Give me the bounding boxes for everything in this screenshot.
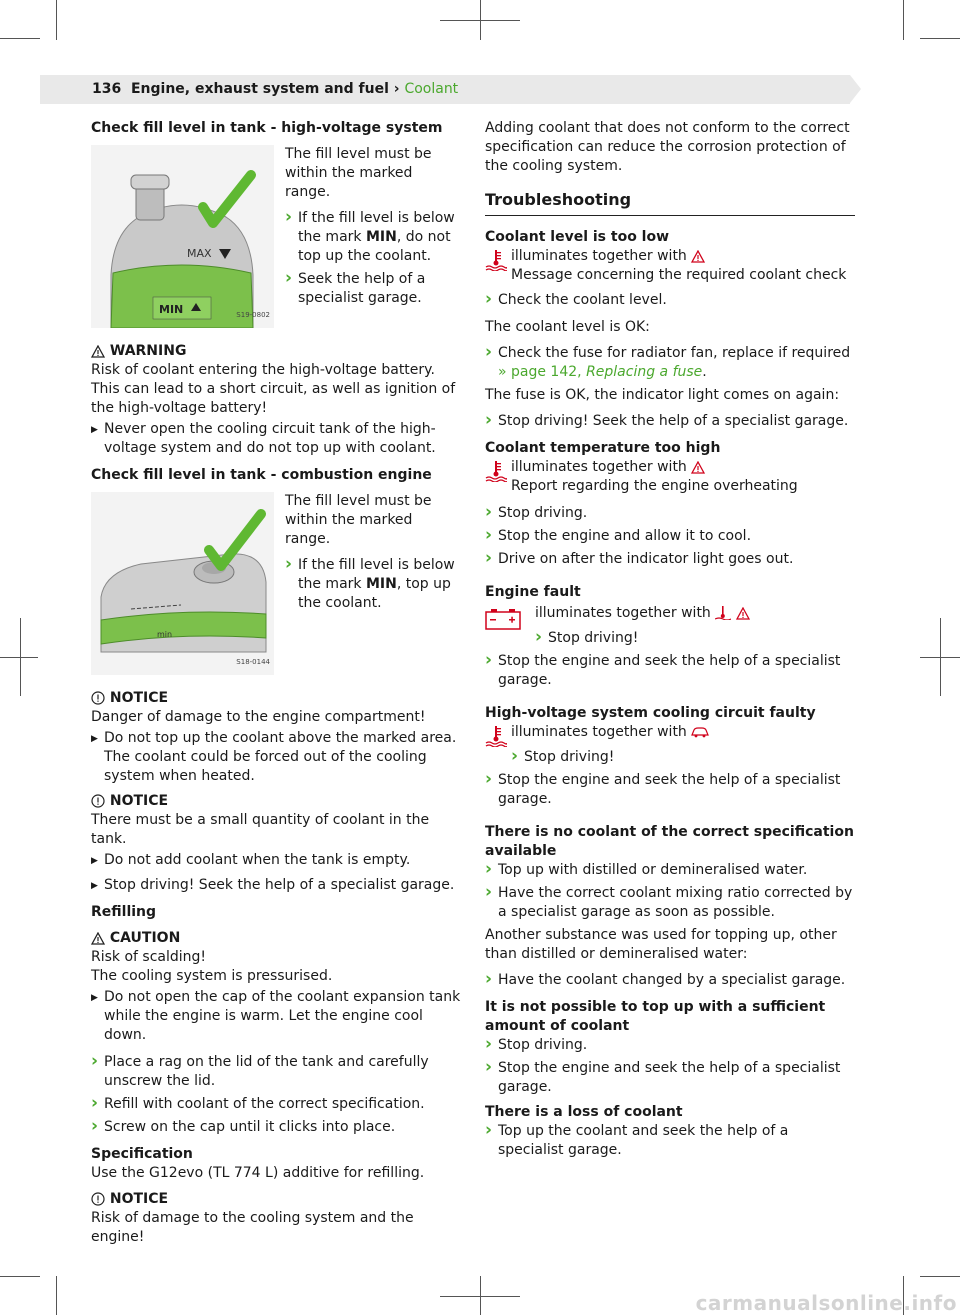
notice-text: Risk of damage to the cooling system and the engine! — [91, 1210, 414, 1245]
coolant-low-step: › Check the coolant level. — [485, 291, 855, 310]
crop-mark — [56, 1276, 57, 1315]
engine-fault-title: Engine fault — [485, 584, 581, 600]
coolant-hot-title: Coolant temperature too high — [485, 440, 721, 456]
notice-info-icon — [91, 1192, 105, 1206]
page-number: 136 — [92, 81, 122, 97]
no-spec-step: › Top up with distilled or demineralised water. — [485, 861, 855, 880]
ce-figure-row — [91, 492, 461, 675]
warning-triangle-icon — [691, 461, 705, 474]
notice-bullet: ▶ Do not add coolant when the tank is empty. — [91, 851, 461, 870]
coolant-temperature-icon — [485, 460, 507, 482]
troubleshooting-heading: Troubleshooting — [485, 190, 855, 216]
coolant-hot-message: Report regarding the engine overheating — [511, 478, 798, 494]
car-fault-icon — [691, 726, 709, 738]
ce-tank-figure — [91, 492, 274, 675]
coolant-temperature-icon — [715, 606, 731, 620]
hv-fault-substep: › Stop driving! — [511, 748, 855, 767]
crop-mark — [480, 0, 481, 40]
notice-bullet: ▶ Stop driving! Seek the help of a specialist garage. — [91, 876, 461, 895]
caution-bullet: ▶ Do not open the cap of the coolant expansion tank while the engine is warm. Let the engine cool down. — [91, 988, 461, 1045]
ce-tank-title: Check fill level in tank - combustion engine — [91, 467, 432, 483]
crop-mark — [920, 38, 960, 39]
engine-fault-substep: › Stop driving! — [535, 629, 855, 648]
notice-info-icon — [91, 794, 105, 808]
insufficient-step: › Stop the engine and seek the help of a specialist garage. — [485, 1059, 855, 1097]
no-spec-step: › Have the correct coolant mixing ratio corrected by a specialist garage as soon as possible. — [485, 884, 855, 922]
right-column — [485, 119, 855, 1164]
crop-mark — [0, 657, 38, 658]
coolant-temperature-icon — [485, 725, 507, 747]
breadcrumb-separator: › — [393, 81, 400, 97]
ce-intro: The fill level must be within the marked range. — [285, 493, 432, 547]
watermark: carmanualsonline.info — [695, 1291, 957, 1315]
fig2-min-label: min — [157, 630, 173, 639]
refill-step: › Place a rag on the lid of the tank and carefully unscrew the lid. — [91, 1053, 461, 1091]
caution-text: The cooling system is pressurised. — [91, 968, 333, 984]
caution-triangle-icon — [91, 932, 105, 945]
refilling-title: Refilling — [91, 904, 157, 920]
crop-mark — [56, 0, 57, 40]
coolant-loss-step: › Top up the coolant and seek the help of a specialist garage. — [485, 1122, 855, 1160]
coolant-low-message: Message concerning the required coolant check — [511, 267, 847, 283]
notice-bullet: ▶ Do not top up the coolant above the marked area. The coolant could be forced out of the cooling system when heated. — [91, 729, 461, 786]
coolant-loss-title: There is a loss of coolant — [485, 1104, 683, 1120]
crop-mark — [0, 38, 40, 39]
hot-step: › Drive on after the indicator light goes out. — [485, 550, 855, 569]
notice-info-icon — [91, 691, 105, 705]
other-substance-step: › Have the coolant changed by a specialist garage. — [485, 971, 855, 990]
coolant-low-title: Coolant level is too low — [485, 229, 670, 245]
fig1-min-label: MIN — [159, 303, 184, 316]
ce-coolant-tank-illustration — [91, 492, 274, 675]
insufficient-title: It is not possible to top up with a sufficient amount of coolant — [485, 999, 826, 1034]
spec-text: Use the G12evo (TL 774 L) additive for refilling. — [91, 1165, 425, 1181]
spec-title: Specification — [91, 1146, 193, 1162]
warning-bullet: ▶ Never open the cooling circuit tank of the high-voltage system and do not top up with coolant. — [91, 420, 461, 458]
hv-intro: The fill level must be within the marked range. — [285, 146, 432, 200]
warning-heading: WARNING — [91, 342, 461, 361]
ce-step: › If the fill level is below the mark MIN, top up the coolant. — [285, 556, 461, 613]
crop-mark — [0, 1276, 40, 1277]
warning-text: Risk of coolant entering the high-voltage battery. This can lead to a short circuit, as well as ignition of the high-voltage battery! — [91, 362, 456, 416]
notice-heading: NOTICE — [91, 689, 461, 708]
figure-code: S19-0802 — [236, 311, 270, 319]
other-substance-text: Another substance was used for topping up, other than distilled or demineralised water: — [485, 927, 837, 962]
warning-triangle-icon — [736, 607, 750, 620]
fuse-page-link[interactable]: » page 142, — [498, 364, 582, 380]
notice-text: Danger of damage to the engine compartment! — [91, 709, 426, 725]
crop-mark — [480, 1276, 481, 1315]
coolant-hot-indicator: illuminates together with Report regarding the engine overheating — [485, 458, 855, 496]
coolant-temperature-icon — [485, 249, 507, 271]
caution-heading: CAUTION — [91, 929, 461, 948]
notice-text: There must be a small quantity of coolant in the tank. — [91, 812, 430, 847]
caution-text: Risk of scalding! — [91, 949, 207, 965]
refill-step: › Screw on the cap until it clicks into place. — [91, 1118, 461, 1137]
chapter-title: Engine, exhaust system and fuel — [130, 81, 389, 97]
hv-fault-step: › Stop the engine and seek the help of a specialist garage. — [485, 771, 855, 809]
hv-tank-title: Check fill level in tank - high-voltage system — [91, 120, 443, 136]
fuse-page-link-title[interactable]: Replacing a fuse — [586, 364, 703, 380]
engine-fault-step: › Stop the engine and seek the help of a specialist garage. — [485, 652, 855, 690]
spec-intro: Adding coolant that does not conform to the correct specification can reduce the corrosion protection of the cooling system. — [485, 120, 850, 174]
fuse-step: › Check the fuse for radiator fan, replace if required » page 142, Replacing a fuse. — [485, 344, 855, 382]
engine-fault-indicator: illuminates together with › Stop driving! — [485, 604, 855, 648]
hv-fault-indicator: illuminates together with › Stop driving! — [485, 723, 855, 767]
crop-mark — [20, 618, 21, 696]
page-header — [92, 80, 458, 99]
fig1-max-label: MAX — [187, 247, 212, 260]
hv-coolant-tank-illustration — [91, 145, 274, 328]
ce-figure-text — [285, 492, 461, 675]
warning-triangle-icon — [691, 250, 705, 263]
refill-step: › Refill with coolant of the correct specification. — [91, 1095, 461, 1114]
hv-tank-figure — [91, 145, 274, 328]
no-spec-title: There is no coolant of the correct specification available — [485, 824, 854, 859]
hv-figure-row — [91, 145, 461, 328]
hv-step: › Seek the help of a specialist garage. — [285, 270, 461, 308]
hot-step: › Stop the engine and allow it to cool. — [485, 527, 855, 546]
insufficient-step: › Stop driving. — [485, 1036, 855, 1055]
crop-mark — [940, 618, 941, 696]
notice-heading: NOTICE — [91, 792, 461, 811]
figure-code: S18-0144 — [236, 658, 270, 666]
hv-step: › If the fill level is below the mark MIN, do not top up the coolant. — [285, 209, 461, 266]
hv-fault-title: High-voltage system cooling circuit faulty — [485, 705, 816, 721]
left-column — [91, 119, 461, 1254]
coolant-ok-text: The coolant level is OK: — [485, 319, 650, 335]
crop-mark — [903, 0, 904, 40]
hot-step: › Stop driving. — [485, 504, 855, 523]
coolant-low-indicator: illuminates together with — [485, 247, 855, 266]
crop-mark — [920, 1276, 960, 1277]
warning-triangle-icon — [91, 345, 105, 358]
fuse-ok-text: The fuse is OK, the indicator light comes on again: — [485, 387, 840, 403]
section-link[interactable]: Coolant — [404, 81, 459, 97]
hv-figure-text — [285, 145, 461, 328]
fuse-ok-step: › Stop driving! Seek the help of a specialist garage. — [485, 412, 855, 431]
battery-icon — [485, 608, 521, 630]
notice-heading: NOTICE — [91, 1190, 461, 1209]
